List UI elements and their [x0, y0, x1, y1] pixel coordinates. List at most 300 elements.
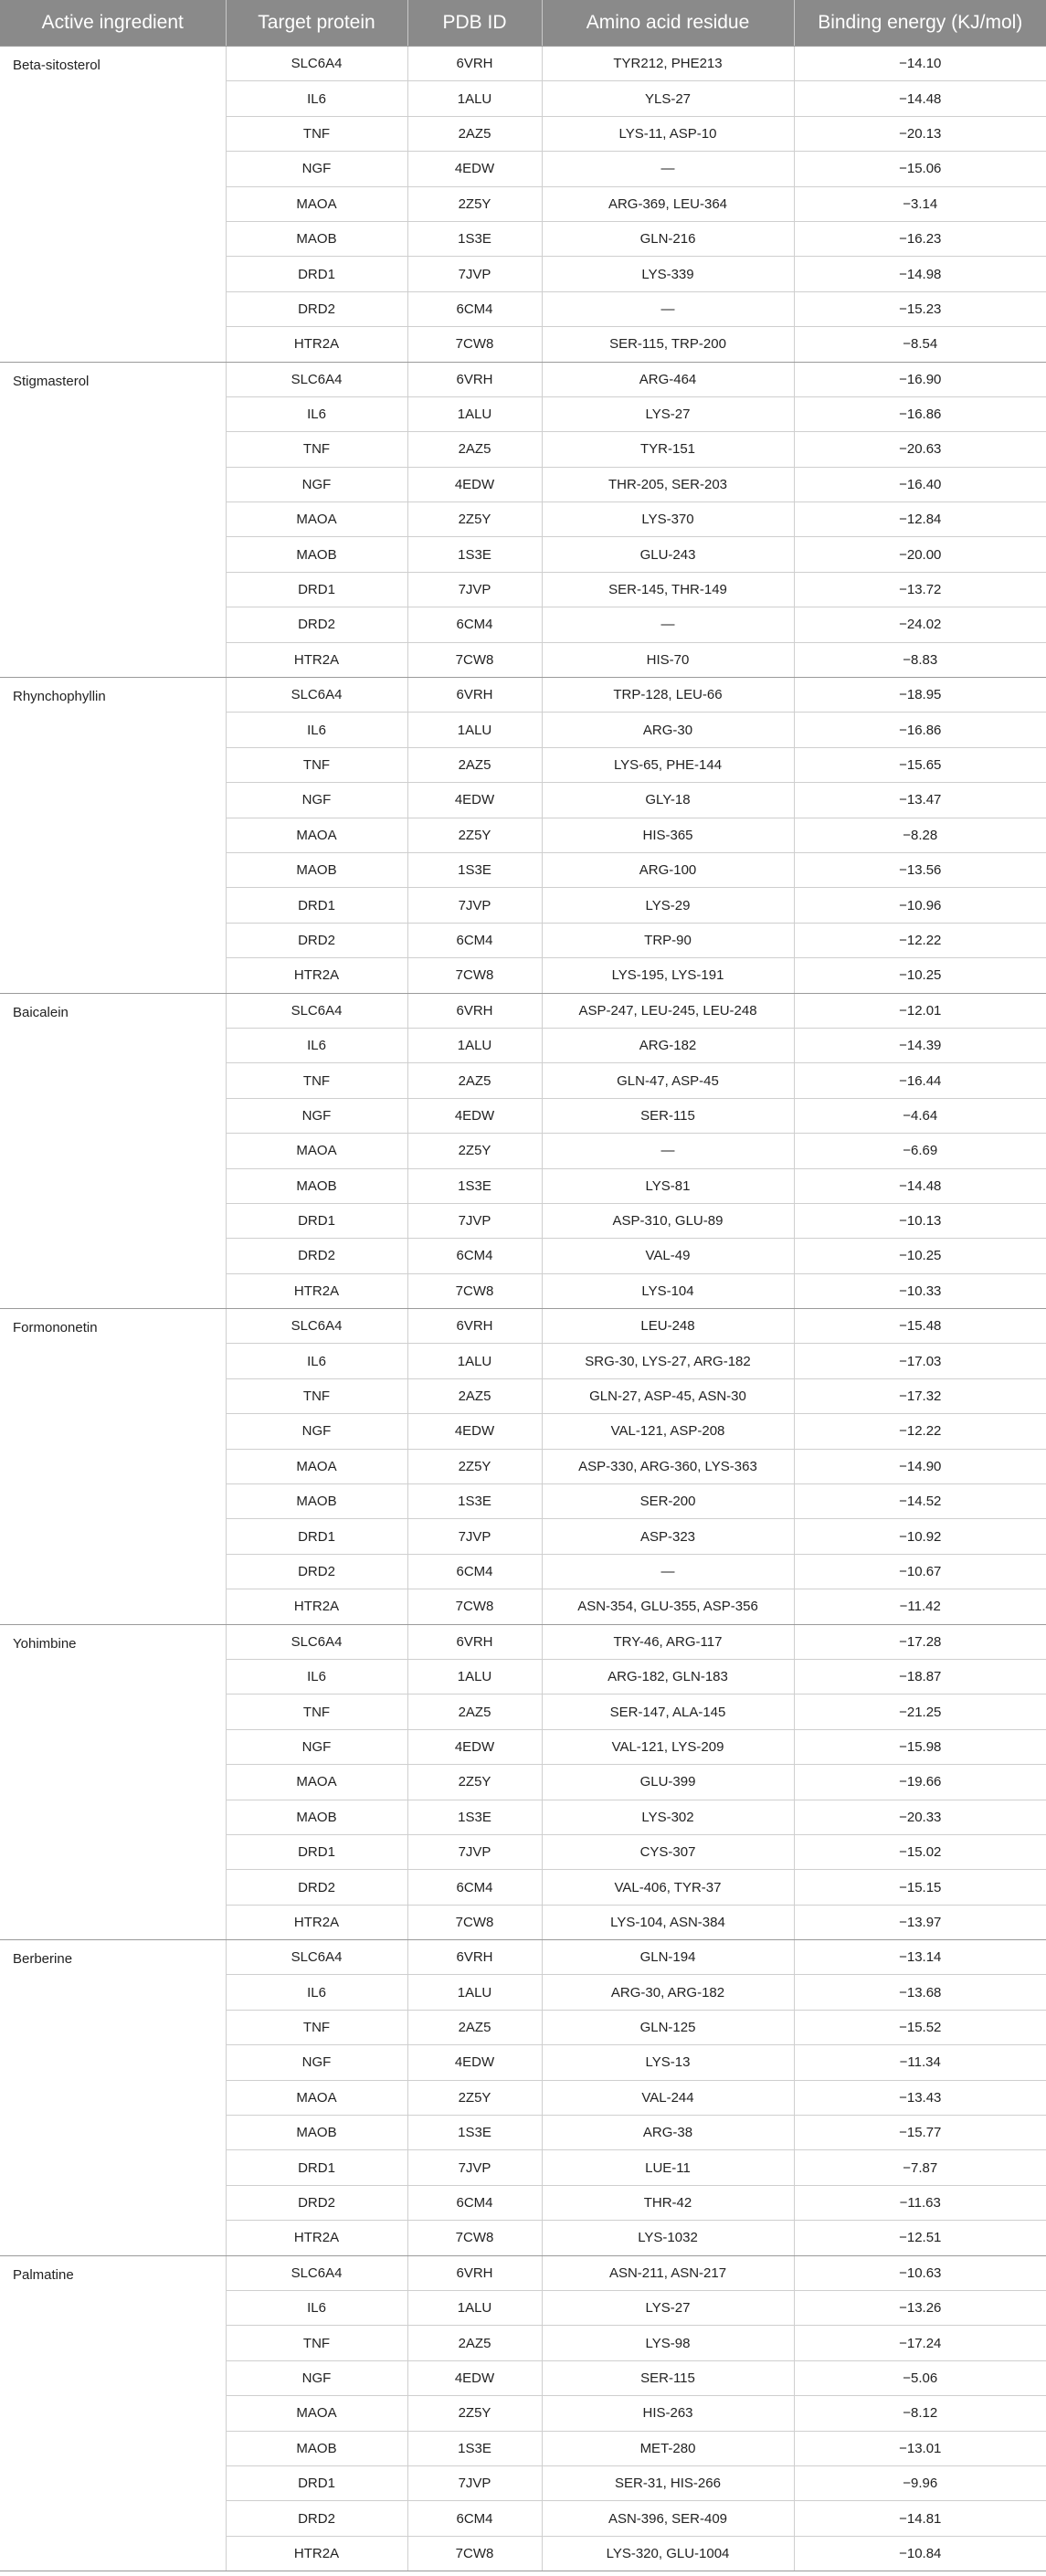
amino-acid-residue-cell: ASN-211, ASN-217 — [542, 2255, 794, 2290]
binding-energy-cell: −10.84 — [794, 2536, 1046, 2571]
binding-energy-cell: −24.02 — [794, 607, 1046, 642]
pdb-id-cell: 1ALU — [407, 396, 542, 431]
amino-acid-residue-cell: LEU-248 — [542, 1309, 794, 1344]
target-protein-cell: DRD1 — [226, 2465, 407, 2500]
header-binding-energy: Binding energy (KJ/mol) — [794, 0, 1046, 47]
pdb-id-cell: 7JVP — [407, 257, 542, 291]
binding-energy-cell: −16.90 — [794, 362, 1046, 396]
pdb-id-cell: 6VRH — [407, 1940, 542, 1975]
binding-energy-cell: −12.22 — [794, 923, 1046, 957]
target-protein-cell: NGF — [226, 152, 407, 186]
active-ingredient-cell: Yohimbine — [0, 1624, 226, 1940]
amino-acid-residue-cell: — — [542, 1134, 794, 1168]
pdb-id-cell: 1S3E — [407, 2431, 542, 2465]
table-row — [0, 2255, 1046, 2290]
target-protein-cell: TNF — [226, 1378, 407, 1413]
amino-acid-residue-cell: THR-205, SER-203 — [542, 467, 794, 501]
binding-energy-cell: −16.86 — [794, 713, 1046, 747]
binding-energy-cell: −15.77 — [794, 2116, 1046, 2150]
amino-acid-residue-cell: ARG-100 — [542, 852, 794, 887]
target-protein-cell: NGF — [226, 2045, 407, 2080]
active-ingredient-cell: Berberine — [0, 1940, 226, 2256]
binding-energy-cell: −16.40 — [794, 467, 1046, 501]
target-protein-cell: TNF — [226, 432, 407, 467]
binding-energy-cell: −17.32 — [794, 1378, 1046, 1413]
pdb-id-cell: 6VRH — [407, 47, 542, 81]
target-protein-cell: DRD1 — [226, 1834, 407, 1869]
pdb-id-cell: 1ALU — [407, 713, 542, 747]
amino-acid-residue-cell: TYR-151 — [542, 432, 794, 467]
amino-acid-residue-cell: — — [542, 607, 794, 642]
target-protein-cell: HTR2A — [226, 2221, 407, 2255]
target-protein-cell: HTR2A — [226, 958, 407, 993]
amino-acid-residue-cell: LYS-320, GLU-1004 — [542, 2536, 794, 2571]
amino-acid-residue-cell: ASP-247, LEU-245, LEU-248 — [542, 993, 794, 1028]
pdb-id-cell: 4EDW — [407, 1098, 542, 1133]
target-protein-cell: MAOB — [226, 1800, 407, 1834]
binding-energy-cell: −6.69 — [794, 1134, 1046, 1168]
binding-energy-cell: −14.98 — [794, 257, 1046, 291]
target-protein-cell: IL6 — [226, 2291, 407, 2326]
binding-energy-cell: −15.15 — [794, 1870, 1046, 1905]
amino-acid-residue-cell: LYS-104 — [542, 1273, 794, 1308]
amino-acid-residue-cell: YLS-27 — [542, 81, 794, 116]
pdb-id-cell: 7CW8 — [407, 1273, 542, 1308]
pdb-id-cell: 1ALU — [407, 81, 542, 116]
target-protein-cell: DRD1 — [226, 572, 407, 607]
binding-energy-cell: −15.23 — [794, 291, 1046, 326]
pdb-id-cell: 7JVP — [407, 1834, 542, 1869]
amino-acid-residue-cell: GLN-194 — [542, 1940, 794, 1975]
pdb-id-cell: 6VRH — [407, 2255, 542, 2290]
pdb-id-cell: 2AZ5 — [407, 116, 542, 151]
target-protein-cell: IL6 — [226, 713, 407, 747]
target-protein-cell: MAOA — [226, 1134, 407, 1168]
binding-energy-cell: −18.95 — [794, 678, 1046, 713]
table-row — [0, 678, 1046, 713]
target-protein-cell: SLC6A4 — [226, 2255, 407, 2290]
amino-acid-residue-cell: VAL-121, LYS-209 — [542, 1729, 794, 1764]
pdb-id-cell: 1S3E — [407, 1484, 542, 1519]
target-protein-cell: DRD2 — [226, 2501, 407, 2536]
binding-energy-cell: −8.28 — [794, 818, 1046, 852]
amino-acid-residue-cell: LYS-29 — [542, 888, 794, 923]
pdb-id-cell: 2Z5Y — [407, 2396, 542, 2431]
pdb-id-cell: 7JVP — [407, 2465, 542, 2500]
pdb-id-cell: 6VRH — [407, 993, 542, 1028]
amino-acid-residue-cell: LYS-195, LYS-191 — [542, 958, 794, 993]
binding-energy-cell: −12.84 — [794, 502, 1046, 537]
pdb-id-cell: 2Z5Y — [407, 1134, 542, 1168]
amino-acid-residue-cell: LYS-98 — [542, 2326, 794, 2360]
binding-energy-cell: −3.14 — [794, 186, 1046, 221]
target-protein-cell: NGF — [226, 467, 407, 501]
pdb-id-cell: 1S3E — [407, 1800, 542, 1834]
binding-energy-cell: −15.06 — [794, 152, 1046, 186]
target-protein-cell: MAOA — [226, 2080, 407, 2115]
pdb-id-cell: 2Z5Y — [407, 502, 542, 537]
pdb-id-cell: 1S3E — [407, 537, 542, 572]
binding-energy-cell: −19.66 — [794, 1765, 1046, 1800]
pdb-id-cell: 4EDW — [407, 467, 542, 501]
pdb-id-cell: 2AZ5 — [407, 2326, 542, 2360]
target-protein-cell: MAOB — [226, 2116, 407, 2150]
amino-acid-residue-cell: LYS-370 — [542, 502, 794, 537]
binding-energy-cell: −8.12 — [794, 2396, 1046, 2431]
pdb-id-cell: 1ALU — [407, 1028, 542, 1062]
pdb-id-cell: 6CM4 — [407, 1870, 542, 1905]
target-protein-cell: HTR2A — [226, 327, 407, 362]
binding-energy-cell: −13.56 — [794, 852, 1046, 887]
pdb-id-cell: 1ALU — [407, 1344, 542, 1378]
target-protein-cell: IL6 — [226, 1659, 407, 1694]
active-ingredient-cell: Baicalein — [0, 993, 226, 1309]
amino-acid-residue-cell: SRG-30, LYS-27, ARG-182 — [542, 1344, 794, 1378]
pdb-id-cell: 6CM4 — [407, 291, 542, 326]
active-ingredient-cell: Formononetin — [0, 1309, 226, 1625]
target-protein-cell: HTR2A — [226, 642, 407, 677]
pdb-id-cell: 2AZ5 — [407, 1063, 542, 1098]
target-protein-cell: HTR2A — [226, 1273, 407, 1308]
table-row — [0, 1940, 1046, 1975]
amino-acid-residue-cell: VAL-244 — [542, 2080, 794, 2115]
target-protein-cell: NGF — [226, 2360, 407, 2395]
binding-energy-cell: −8.54 — [794, 327, 1046, 362]
binding-energy-cell: −13.68 — [794, 1975, 1046, 2010]
amino-acid-residue-cell: ARG-369, LEU-364 — [542, 186, 794, 221]
target-protein-cell: IL6 — [226, 1028, 407, 1062]
target-protein-cell: DRD2 — [226, 923, 407, 957]
amino-acid-residue-cell: ASP-330, ARG-360, LYS-363 — [542, 1449, 794, 1483]
pdb-id-cell: 6VRH — [407, 1624, 542, 1659]
target-protein-cell: SLC6A4 — [226, 47, 407, 81]
pdb-id-cell: 7CW8 — [407, 2536, 542, 2571]
amino-acid-residue-cell: TYR212, PHE213 — [542, 47, 794, 81]
target-protein-cell: IL6 — [226, 396, 407, 431]
binding-energy-cell: −17.28 — [794, 1624, 1046, 1659]
amino-acid-residue-cell: TRP-128, LEU-66 — [542, 678, 794, 713]
amino-acid-residue-cell: HIS-263 — [542, 2396, 794, 2431]
pdb-id-cell: 4EDW — [407, 2045, 542, 2080]
binding-energy-cell: −17.24 — [794, 2326, 1046, 2360]
target-protein-cell: DRD1 — [226, 257, 407, 291]
target-protein-cell: MAOB — [226, 537, 407, 572]
pdb-id-cell: 6CM4 — [407, 1554, 542, 1589]
target-protein-cell: MAOA — [226, 502, 407, 537]
pdb-id-cell: 7JVP — [407, 888, 542, 923]
binding-energy-cell: −14.48 — [794, 81, 1046, 116]
header-active-ingredient: Active ingredient — [0, 0, 226, 47]
target-protein-cell: DRD2 — [226, 291, 407, 326]
target-protein-cell: MAOB — [226, 221, 407, 256]
target-protein-cell: SLC6A4 — [226, 362, 407, 396]
amino-acid-residue-cell: ASN-354, GLU-355, ASP-356 — [542, 1589, 794, 1624]
pdb-id-cell: 1ALU — [407, 1659, 542, 1694]
amino-acid-residue-cell: GLN-216 — [542, 221, 794, 256]
amino-acid-residue-cell: MET-280 — [542, 2431, 794, 2465]
target-protein-cell: MAOB — [226, 2431, 407, 2465]
amino-acid-residue-cell: GLN-27, ASP-45, ASN-30 — [542, 1378, 794, 1413]
binding-energy-cell: −12.01 — [794, 993, 1046, 1028]
target-protein-cell: NGF — [226, 1414, 407, 1449]
target-protein-cell: NGF — [226, 1729, 407, 1764]
target-protein-cell: MAOB — [226, 1484, 407, 1519]
amino-acid-residue-cell: — — [542, 152, 794, 186]
binding-energy-cell: −4.64 — [794, 1098, 1046, 1133]
target-protein-cell: SLC6A4 — [226, 993, 407, 1028]
target-protein-cell: DRD2 — [226, 1870, 407, 1905]
binding-energy-cell: −10.67 — [794, 1554, 1046, 1589]
binding-energy-cell: −15.52 — [794, 2010, 1046, 2044]
amino-acid-residue-cell: ARG-182, GLN-183 — [542, 1659, 794, 1694]
amino-acid-residue-cell: GLN-47, ASP-45 — [542, 1063, 794, 1098]
pdb-id-cell: 7CW8 — [407, 1589, 542, 1624]
target-protein-cell: DRD2 — [226, 1239, 407, 1273]
header-amino-acid-residue: Amino acid residue — [542, 0, 794, 47]
pdb-id-cell: 2Z5Y — [407, 818, 542, 852]
pdb-id-cell: 2AZ5 — [407, 432, 542, 467]
amino-acid-residue-cell: LYS-11, ASP-10 — [542, 116, 794, 151]
amino-acid-residue-cell: LYS-339 — [542, 257, 794, 291]
target-protein-cell: DRD2 — [226, 2185, 407, 2220]
pdb-id-cell: 1S3E — [407, 221, 542, 256]
target-protein-cell: DRD1 — [226, 2150, 407, 2185]
binding-energy-cell: −21.25 — [794, 1694, 1046, 1729]
binding-energy-cell: −13.14 — [794, 1940, 1046, 1975]
pdb-id-cell: 1S3E — [407, 2116, 542, 2150]
amino-acid-residue-cell: VAL-121, ASP-208 — [542, 1414, 794, 1449]
pdb-id-cell: 2Z5Y — [407, 1449, 542, 1483]
amino-acid-residue-cell: LYS-65, PHE-144 — [542, 747, 794, 782]
amino-acid-residue-cell: LYS-27 — [542, 2291, 794, 2326]
active-ingredient-cell: Beta-sitosterol — [0, 47, 226, 363]
pdb-id-cell: 6VRH — [407, 678, 542, 713]
pdb-id-cell: 1ALU — [407, 1975, 542, 2010]
pdb-id-cell: 7JVP — [407, 1519, 542, 1554]
amino-acid-residue-cell: CYS-307 — [542, 1834, 794, 1869]
amino-acid-residue-cell: TRY-46, ARG-117 — [542, 1624, 794, 1659]
pdb-id-cell: 7CW8 — [407, 2221, 542, 2255]
pdb-id-cell: 2AZ5 — [407, 1378, 542, 1413]
amino-acid-residue-cell: ASP-310, GLU-89 — [542, 1203, 794, 1238]
pdb-id-cell: 4EDW — [407, 2360, 542, 2395]
pdb-id-cell: 4EDW — [407, 152, 542, 186]
binding-energy-cell: −10.25 — [794, 1239, 1046, 1273]
target-protein-cell: IL6 — [226, 1344, 407, 1378]
amino-acid-residue-cell: TRP-90 — [542, 923, 794, 957]
amino-acid-residue-cell: LYS-302 — [542, 1800, 794, 1834]
pdb-id-cell: 2AZ5 — [407, 1694, 542, 1729]
binding-energy-cell: −18.87 — [794, 1659, 1046, 1694]
active-ingredient-cell: Palmatine — [0, 2255, 226, 2571]
target-protein-cell: MAOA — [226, 186, 407, 221]
amino-acid-residue-cell: LYS-27 — [542, 396, 794, 431]
pdb-id-cell: 1ALU — [407, 2291, 542, 2326]
pdb-id-cell: 6VRH — [407, 1309, 542, 1344]
binding-energy-cell: −16.44 — [794, 1063, 1046, 1098]
target-protein-cell: NGF — [226, 783, 407, 818]
binding-energy-cell: −20.63 — [794, 432, 1046, 467]
binding-energy-cell: −14.52 — [794, 1484, 1046, 1519]
binding-energy-cell: −12.51 — [794, 2221, 1046, 2255]
binding-energy-cell: −11.34 — [794, 2045, 1046, 2080]
target-protein-cell: TNF — [226, 2326, 407, 2360]
target-protein-cell: IL6 — [226, 81, 407, 116]
pdb-id-cell: 7CW8 — [407, 1905, 542, 1939]
target-protein-cell: MAOA — [226, 818, 407, 852]
pdb-id-cell: 2Z5Y — [407, 2080, 542, 2115]
amino-acid-residue-cell: SER-115, TRP-200 — [542, 327, 794, 362]
target-protein-cell: HTR2A — [226, 1589, 407, 1624]
binding-energy-cell: −13.43 — [794, 2080, 1046, 2115]
target-protein-cell: MAOA — [226, 2396, 407, 2431]
pdb-id-cell: 7JVP — [407, 572, 542, 607]
pdb-id-cell: 7CW8 — [407, 958, 542, 993]
binding-energy-cell: −5.06 — [794, 2360, 1046, 2395]
pdb-id-cell: 2Z5Y — [407, 1765, 542, 1800]
target-protein-cell: MAOB — [226, 1168, 407, 1203]
target-protein-cell: IL6 — [226, 1975, 407, 2010]
table-row — [0, 1624, 1046, 1659]
amino-acid-residue-cell: ASP-323 — [542, 1519, 794, 1554]
target-protein-cell: DRD1 — [226, 1519, 407, 1554]
binding-energy-cell: −10.13 — [794, 1203, 1046, 1238]
amino-acid-residue-cell: ARG-30, ARG-182 — [542, 1975, 794, 2010]
header-target-protein: Target protein — [226, 0, 407, 47]
amino-acid-residue-cell: HIS-70 — [542, 642, 794, 677]
pdb-id-cell: 4EDW — [407, 1729, 542, 1764]
pdb-id-cell: 2AZ5 — [407, 2010, 542, 2044]
target-protein-cell: DRD2 — [226, 607, 407, 642]
target-protein-cell: TNF — [226, 2010, 407, 2044]
binding-energy-cell: −10.92 — [794, 1519, 1046, 1554]
pdb-id-cell: 1S3E — [407, 1168, 542, 1203]
binding-energy-cell: −10.63 — [794, 2255, 1046, 2290]
pdb-id-cell: 2AZ5 — [407, 747, 542, 782]
amino-acid-residue-cell: LYS-104, ASN-384 — [542, 1905, 794, 1939]
binding-energy-cell: −8.83 — [794, 642, 1046, 677]
binding-energy-cell: −14.39 — [794, 1028, 1046, 1062]
target-protein-cell: DRD2 — [226, 1554, 407, 1589]
target-protein-cell: SLC6A4 — [226, 1309, 407, 1344]
pdb-id-cell: 2Z5Y — [407, 186, 542, 221]
binding-energy-cell: −15.02 — [794, 1834, 1046, 1869]
pdb-id-cell: 6VRH — [407, 362, 542, 396]
amino-acid-residue-cell: SER-200 — [542, 1484, 794, 1519]
target-protein-cell: TNF — [226, 1694, 407, 1729]
pdb-id-cell: 7CW8 — [407, 642, 542, 677]
target-protein-cell: TNF — [226, 116, 407, 151]
amino-acid-residue-cell: ARG-464 — [542, 362, 794, 396]
pdb-id-cell: 4EDW — [407, 783, 542, 818]
amino-acid-residue-cell: SER-31, HIS-266 — [542, 2465, 794, 2500]
table-header — [0, 0, 1046, 47]
active-ingredient-cell: Rhynchophyllin — [0, 678, 226, 994]
target-protein-cell: MAOB — [226, 852, 407, 887]
active-ingredient-cell: Stigmasterol — [0, 362, 226, 678]
binding-energy-cell: −14.81 — [794, 2501, 1046, 2536]
target-protein-cell: DRD1 — [226, 888, 407, 923]
binding-energy-cell: −13.72 — [794, 572, 1046, 607]
table-row — [0, 1309, 1046, 1344]
amino-acid-residue-cell: GLU-243 — [542, 537, 794, 572]
binding-energy-cell: −16.23 — [794, 221, 1046, 256]
binding-energy-cell: −13.97 — [794, 1905, 1046, 1939]
binding-energy-cell: −20.13 — [794, 116, 1046, 151]
pdb-id-cell: 6CM4 — [407, 1239, 542, 1273]
header-pdb-id: PDB ID — [407, 0, 542, 47]
target-protein-cell: TNF — [226, 1063, 407, 1098]
table-row — [0, 993, 1046, 1028]
amino-acid-residue-cell: SER-115 — [542, 1098, 794, 1133]
amino-acid-residue-cell: — — [542, 1554, 794, 1589]
binding-energy-cell: −14.10 — [794, 47, 1046, 81]
amino-acid-residue-cell: ARG-30 — [542, 713, 794, 747]
amino-acid-residue-cell: GLN-125 — [542, 2010, 794, 2044]
binding-energy-cell: −7.87 — [794, 2150, 1046, 2185]
pdb-id-cell: 7CW8 — [407, 327, 542, 362]
binding-energy-cell: −20.00 — [794, 537, 1046, 572]
amino-acid-residue-cell: LYS-81 — [542, 1168, 794, 1203]
amino-acid-residue-cell: VAL-49 — [542, 1239, 794, 1273]
binding-energy-cell: −13.47 — [794, 783, 1046, 818]
binding-energy-cell: −15.98 — [794, 1729, 1046, 1764]
amino-acid-residue-cell: LYS-1032 — [542, 2221, 794, 2255]
amino-acid-residue-cell: ARG-182 — [542, 1028, 794, 1062]
target-protein-cell: TNF — [226, 747, 407, 782]
target-protein-cell: SLC6A4 — [226, 1940, 407, 1975]
binding-energy-cell: −15.65 — [794, 747, 1046, 782]
binding-energy-cell: −13.26 — [794, 2291, 1046, 2326]
binding-energy-cell: −9.96 — [794, 2465, 1046, 2500]
pdb-id-cell: 4EDW — [407, 1414, 542, 1449]
amino-acid-residue-cell: SER-115 — [542, 2360, 794, 2395]
amino-acid-residue-cell: LYS-13 — [542, 2045, 794, 2080]
amino-acid-residue-cell: VAL-406, TYR-37 — [542, 1870, 794, 1905]
amino-acid-residue-cell: GLY-18 — [542, 783, 794, 818]
amino-acid-residue-cell: GLU-399 — [542, 1765, 794, 1800]
binding-energy-cell: −11.63 — [794, 2185, 1046, 2220]
pdb-id-cell: 7JVP — [407, 1203, 542, 1238]
pdb-id-cell: 1S3E — [407, 852, 542, 887]
binding-energy-cell: −20.33 — [794, 1800, 1046, 1834]
amino-acid-residue-cell: — — [542, 291, 794, 326]
table-row — [0, 47, 1046, 81]
header-row — [0, 0, 1046, 47]
target-protein-cell: HTR2A — [226, 1905, 407, 1939]
binding-energy-cell: −14.90 — [794, 1449, 1046, 1483]
target-protein-cell: SLC6A4 — [226, 1624, 407, 1659]
target-protein-cell: SLC6A4 — [226, 678, 407, 713]
target-protein-cell: DRD1 — [226, 1203, 407, 1238]
target-protein-cell: HTR2A — [226, 2536, 407, 2571]
binding-energy-cell: −13.01 — [794, 2431, 1046, 2465]
amino-acid-residue-cell: ARG-38 — [542, 2116, 794, 2150]
amino-acid-residue-cell: HIS-365 — [542, 818, 794, 852]
pdb-id-cell: 6CM4 — [407, 607, 542, 642]
binding-energy-cell: −17.03 — [794, 1344, 1046, 1378]
amino-acid-residue-cell: SER-147, ALA-145 — [542, 1694, 794, 1729]
amino-acid-residue-cell: SER-145, THR-149 — [542, 572, 794, 607]
pdb-id-cell: 7JVP — [407, 2150, 542, 2185]
target-protein-cell: MAOA — [226, 1765, 407, 1800]
binding-energy-cell: −11.42 — [794, 1589, 1046, 1624]
binding-energy-cell: −16.86 — [794, 396, 1046, 431]
amino-acid-residue-cell: LUE-11 — [542, 2150, 794, 2185]
amino-acid-residue-cell: ASN-396, SER-409 — [542, 2501, 794, 2536]
pdb-id-cell: 6CM4 — [407, 2185, 542, 2220]
binding-energy-cell: −14.48 — [794, 1168, 1046, 1203]
